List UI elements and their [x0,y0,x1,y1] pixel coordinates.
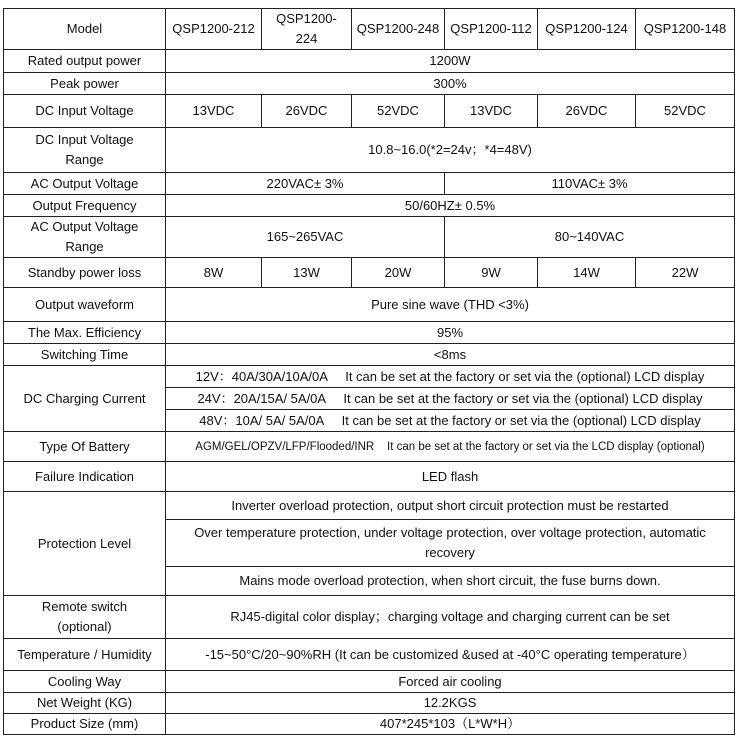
row-failure-indication [4,462,735,492]
label-line: DC Input Voltage [35,132,134,147]
label-temperature: Temperature / Humidity [4,639,166,671]
label-dc-input-voltage: DC Input Voltage [4,95,166,128]
protection-line: Mains mode overload protection, when short circuit, the fuse burns down. [166,567,735,596]
row-ac-output-voltage [4,173,735,195]
dc-input-voltage-cell: 26VDC [262,95,352,128]
row-dc-input-voltage [4,95,735,128]
label-dc-input-range [4,128,166,173]
dc-input-voltage-cell: 26VDC [538,95,636,128]
label-cooling: Cooling Way [4,671,166,693]
remote-switch-value: RJ45-digital color display；charging voltage and charging current can be set [166,596,735,639]
row-standby-loss [4,258,735,288]
dc-charging-line: 12V：40A/30A/10A/0A It can be set at the factory or set via the (optional) LCD display [166,366,735,388]
dc-input-voltage-cell: 13VDC [166,95,262,128]
model-cell: QSP1200-248 [352,9,445,50]
output-waveform-value: Pure sine wave (THD <3%) [166,288,735,322]
dc-input-voltage-cell: 52VDC [352,95,445,128]
row-max-efficiency [4,322,735,344]
label-line: Range [65,152,104,167]
label-ac-output-voltage: AC Output Voltage [4,173,166,195]
label-standby-loss: Standby power loss [4,258,166,288]
size-value: 407*245*103（L*W*H） [166,714,735,735]
label-line: Range [65,239,104,254]
row-battery-type [4,432,735,462]
label-switching-time: Switching Time [4,344,166,366]
label-size: Product Size (mm) [4,714,166,735]
row-switching-time [4,344,735,366]
label-line: Remote switch [41,599,128,614]
label-failure-indication: Failure Indication [4,462,166,492]
ac-output-voltage-cell: 110VAC± 3% [445,173,735,195]
row-ac-output-range [4,217,735,258]
dc-input-voltage-cell: 13VDC [445,95,538,128]
dc-charging-line: 48V：10A/ 5A/ 5A/0A It can be set at the factory or set via the (optional) LCD display [166,410,735,432]
label-peak-power: Peak power [4,73,166,95]
switching-time-value: <8ms [166,344,735,366]
row-size [4,714,735,735]
label-dc-charging: DC Charging Current [4,366,166,432]
dc-input-range-value: 10.8~16.0(*2=24v；*4=48V) [166,128,735,173]
cooling-value: Forced air cooling [166,671,735,693]
model-cell: QSP1200-148 [636,9,735,50]
row-model [4,9,735,50]
standby-loss-cell: 13W [262,258,352,288]
row-dc-charging [4,366,735,388]
row-remote-switch [4,596,735,639]
peak-power-value: 300% [166,73,735,95]
max-efficiency-value: 95% [166,322,735,344]
label-ac-output-range [4,217,166,258]
rated-power-value: 1200W [166,50,735,73]
model-cell: QSP1200-124 [538,9,636,50]
row-dc-input-range [4,128,735,173]
label-line: (optional) [57,619,112,634]
dc-input-voltage-cell: 52VDC [636,95,735,128]
row-temperature [4,639,735,671]
protection-line: Inverter overload protection, output short circuit protection must be restarted [166,492,735,520]
row-protection [4,492,735,520]
ac-output-voltage-cell: 220VAC± 3% [166,173,445,195]
temperature-value: -15~50°C/20~90%RH (It can be customized &used at -40°C operating temperature） [166,639,735,671]
row-output-frequency [4,195,735,217]
row-weight [4,693,735,714]
label-line: AC Output Voltage [30,219,139,234]
label-weight: Net Weight (KG) [4,693,166,714]
model-cell: QSP1200-212 [166,9,262,50]
spec-table [3,8,735,735]
model-cell: QSP1200-224 [262,9,352,50]
label-rated-power: Rated output power [4,50,166,73]
label-remote-switch [4,596,166,639]
label-model: Model [4,9,166,50]
row-peak-power [4,73,735,95]
failure-indication-value: LED flash [166,462,735,492]
weight-value: 12.2KGS [166,693,735,714]
battery-type-value: AGM/GEL/OPZV/LFP/Flooded/INR It can be set at the factory or set via the LCD display (optional) [166,432,735,462]
ac-output-range-cell: 80~140VAC [445,217,735,258]
ac-output-range-cell: 165~265VAC [166,217,445,258]
standby-loss-cell: 14W [538,258,636,288]
label-battery-type: Type Of Battery [4,432,166,462]
protection-line: Over temperature protection, under voltage protection, over voltage protection, automatic recovery [166,520,735,567]
standby-loss-cell: 8W [166,258,262,288]
label-output-waveform: Output waveform [4,288,166,322]
label-output-frequency: Output Frequency [4,195,166,217]
dc-charging-line: 24V：20A/15A/ 5A/0A It can be set at the factory or set via the (optional) LCD display [166,388,735,410]
row-cooling [4,671,735,693]
row-rated-power [4,50,735,73]
model-cell: QSP1200-112 [445,9,538,50]
standby-loss-cell: 9W [445,258,538,288]
label-protection: Protection Level [4,492,166,596]
label-max-efficiency: The Max. Efficiency [4,322,166,344]
standby-loss-cell: 20W [352,258,445,288]
output-frequency-value: 50/60HZ± 0.5% [166,195,735,217]
row-output-waveform [4,288,735,322]
standby-loss-cell: 22W [636,258,735,288]
